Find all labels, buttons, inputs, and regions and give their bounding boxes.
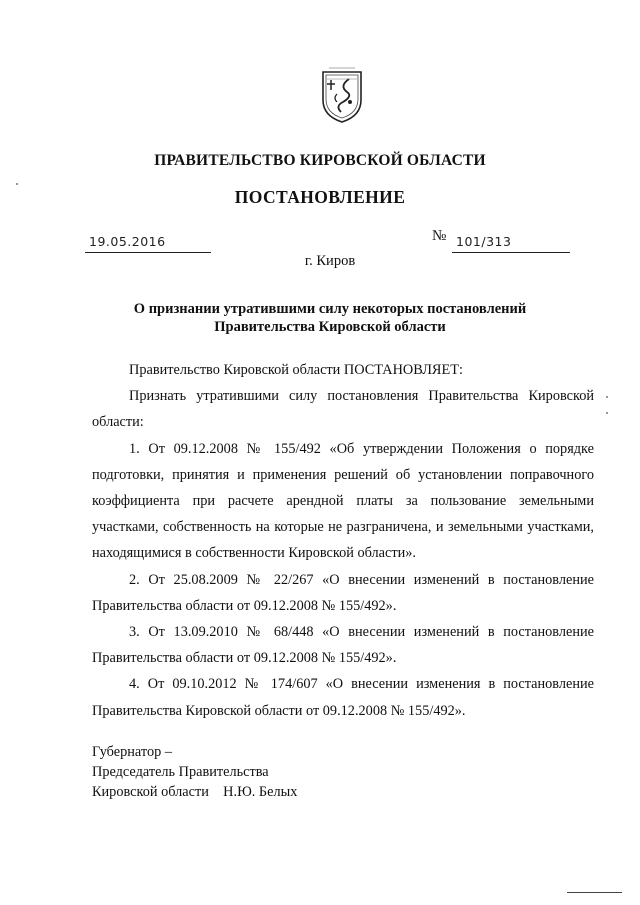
document-subject [0,300,640,336]
signature-block [92,742,297,802]
body-paragraph: 4. От 09.10.2012 № 174/607 «О внесении изменения в постановление Правительства Кировской области от 09.12.2008 № 155/492». [92,676,594,719]
handwritten-date: 19.05.2016 [89,234,166,249]
scan-speck [606,396,608,398]
signature-line-2: Председатель Правительства [92,764,269,780]
signature-line-1: Губернатор – [92,744,172,760]
scan-speck [606,412,608,414]
subject-line-1: О признании утратившими силу некоторых постановлений [133,301,527,317]
body-paragraph: Признать утратившими силу постановления Правительства Кировской области: [92,388,594,431]
body-paragraph: 1. От 09.12.2008 № 155/492 «Об утверждении Положения о порядке подготовки, принятия и применения решений об установлении поправочного коэффициента при расчете арендной платы за пользование земельными участками, собственность на которые не разграничена, и земельными участками, находящимися в собственности Кировской области». [92,440,594,562]
handwritten-number: 101/313 [456,234,512,249]
body-paragraph: 2. От 25.08.2009 № 22/267 «О внесении изменений в постановление Правительства области от 09.12.2008 № 155/492». [92,571,594,614]
body-paragraph: 3. От 13.09.2010 № 68/448 «О внесении изменений в постановление Правительства области от 09.12.2008 № 155/492». [92,624,594,667]
document-body [92,357,594,724]
body-paragraph: Правительство Кировской области ПОСТАНОВЛЯЕТ: [129,362,463,378]
signature-line-3: Кировской области Н.Ю. Белых [92,784,298,800]
date-field [85,234,211,253]
document-type-title: ПОСТАНОВЛЕНИЕ [234,187,406,207]
number-field [452,234,570,253]
footer-divider [567,892,622,893]
number-sign: № [432,228,447,244]
city-label: г. Киров [304,253,356,269]
subject-line-2: Правительства Кировской области [214,319,446,335]
organization-title: ПРАВИТЕЛЬСТВО КИРОВСКОЙ ОБЛАСТИ [154,152,486,169]
coat-of-arms-icon [319,66,365,124]
scan-speck [16,183,18,185]
